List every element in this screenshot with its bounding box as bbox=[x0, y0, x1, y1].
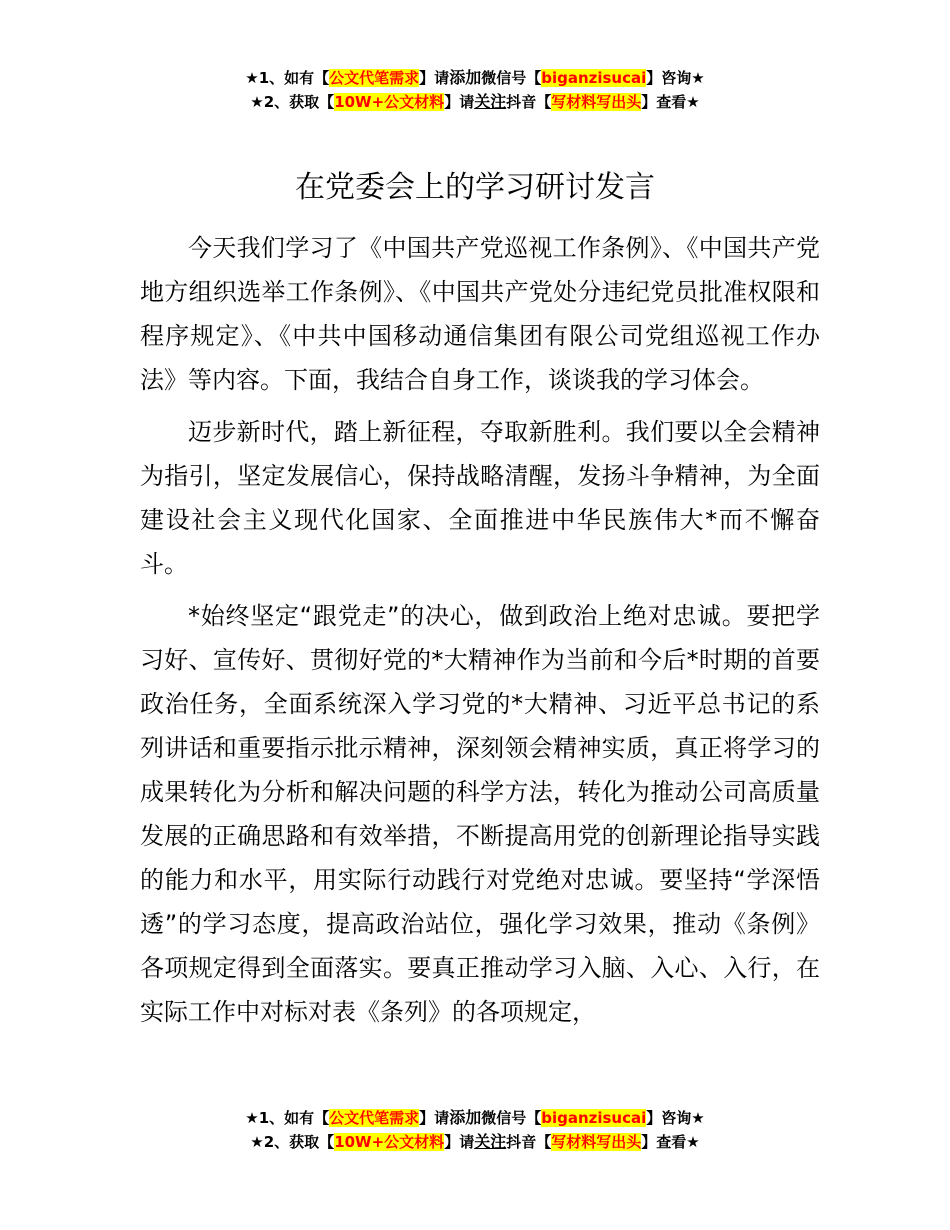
banner-highlight: 写材料写出头 bbox=[551, 1133, 642, 1151]
banner-text: 抖音【 bbox=[506, 1133, 552, 1151]
banner-text: 】请 bbox=[444, 1133, 475, 1151]
banner-text: 】查看★ bbox=[641, 1133, 700, 1151]
document-title: 在党委会上的学习研讨发言 bbox=[295, 170, 655, 205]
banner-text: ★2、获取【 bbox=[250, 1133, 335, 1151]
banner-text: 】请 bbox=[419, 69, 450, 87]
paragraph: 今天我们学习了《中国共产党巡视工作条例》、《中国共产党地方组织选举工作条例》、《中国共产党处分违纪党员批准权限和程序规定》、《中共中国移动通信集团有限公司党组巡视工作办法》等内容。下面，我结合自身工作，谈谈我的学习体会。 bbox=[140, 234, 820, 394]
banner-text: 】咨询★ bbox=[646, 1109, 705, 1127]
banner-highlight: biganzisucai bbox=[541, 1109, 647, 1127]
banner-text: 】请 bbox=[444, 93, 475, 111]
paragraph: *始终坚定“跟党走”的决心，做到政治上绝对忠诚。要把学习好、宣传好、贯彻好党的*大精神作为当前和今后*时期的首要政治任务，全面系统深入学习党的*大精神、习近平总书记的系列讲话和重要指示批示精神，深刻领会精神实质，真正将学习的成果转化为分析和解决问题的科学方法，转化为推动公司高质量发展的正确思路和有效举措，不断提高用党的创新理论指导实践的能力和水平，用实际行动践行对党绝对忠诚。要坚持“学深悟透”的学习态度，提高政治站位，强化学习效果，推动《条例》各项规定得到全面落实。要真正推动学习入脑、入心、入行，在实际工作中对标对表《条列》的各项规定， bbox=[140, 602, 820, 1026]
banner-text: 微信号【 bbox=[481, 1109, 542, 1127]
banner-text: ★1、如有【 bbox=[245, 69, 330, 87]
banner-emphasis: 添加 bbox=[449, 1108, 482, 1127]
banner-line-1 bbox=[0, 66, 950, 90]
banner-text: 】请 bbox=[419, 1109, 450, 1127]
banner-highlight: 10W+公文材料 bbox=[334, 93, 445, 111]
banner-highlight: biganzisucai bbox=[541, 69, 647, 87]
banner-text: 抖音【 bbox=[506, 93, 552, 111]
document-body bbox=[140, 226, 820, 1034]
banner-line-2 bbox=[0, 1130, 950, 1154]
banner-line-2 bbox=[0, 90, 950, 114]
banner-emphasis: 添加 bbox=[449, 68, 482, 87]
banner-text: 】咨询★ bbox=[646, 69, 705, 87]
banner-highlight: 公文代笔需求 bbox=[329, 69, 420, 87]
banner-text: ★2、获取【 bbox=[250, 93, 335, 111]
banner-highlight: 公文代笔需求 bbox=[329, 1109, 420, 1127]
banner-text: 微信号【 bbox=[481, 69, 542, 87]
banner-highlight: 写材料写出头 bbox=[551, 93, 642, 111]
footer-banner bbox=[0, 1106, 950, 1154]
paragraph: 迈步新时代，踏上新征程，夺取新胜利。我们要以全会精神为指引，坚定发展信心，保持战略清醒，发扬斗争精神，为全面建设社会主义现代化国家、全面推进中华民族伟大*而不懈奋斗。 bbox=[140, 418, 820, 578]
banner-line-1 bbox=[0, 1106, 950, 1130]
banner-emphasis: 关注 bbox=[474, 92, 507, 111]
banner-highlight: 10W+公文材料 bbox=[334, 1133, 445, 1151]
banner-text: ★1、如有【 bbox=[245, 1109, 330, 1127]
header-banner bbox=[0, 66, 950, 114]
banner-text: 】查看★ bbox=[641, 93, 700, 111]
banner-emphasis: 关注 bbox=[474, 1132, 507, 1151]
